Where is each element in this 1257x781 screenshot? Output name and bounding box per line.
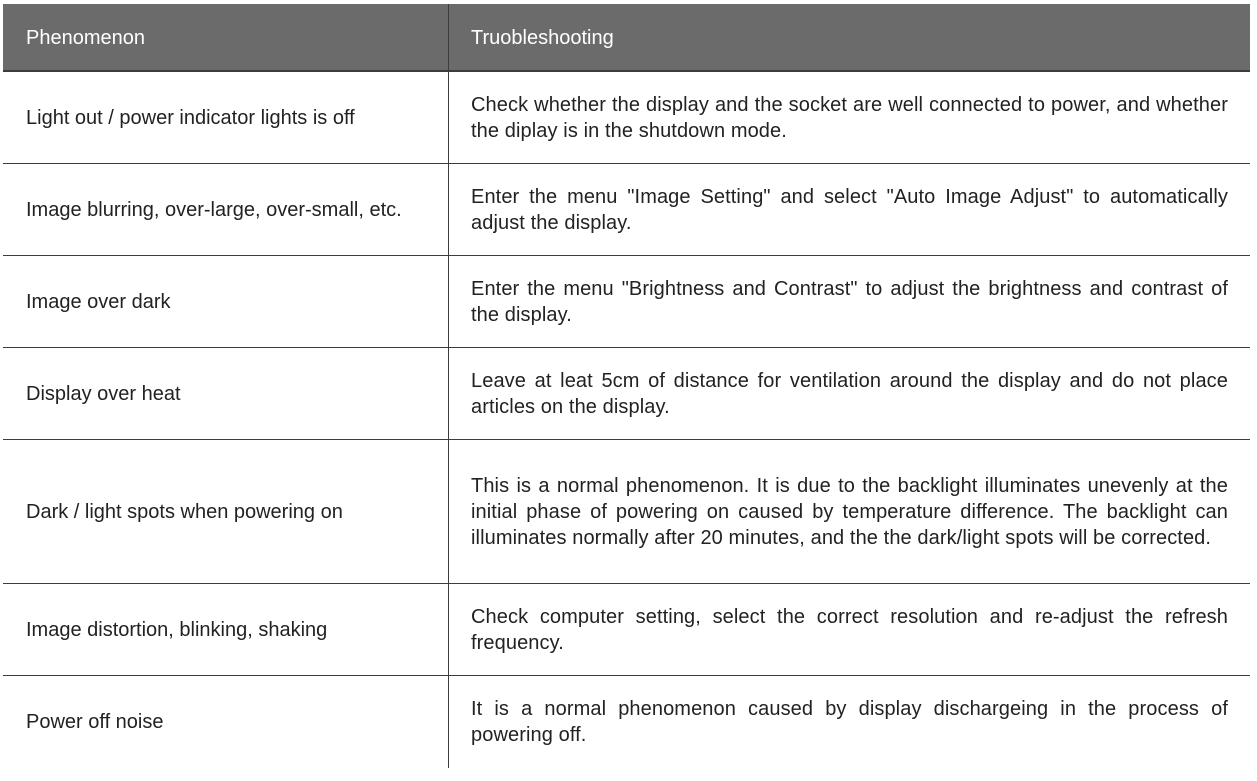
troubleshooting-cell bbox=[449, 676, 1250, 768]
troubleshooting-text: Check whether the display and the socket are well connected to power, and whether the diplay is in the shutdown mode. bbox=[471, 93, 1228, 142]
troubleshooting-cell bbox=[449, 164, 1250, 255]
troubleshooting-cell bbox=[449, 584, 1250, 675]
table-row bbox=[3, 348, 1250, 440]
phenomenon-cell: Power off noise bbox=[3, 676, 449, 768]
phenomenon-cell: Image over dark bbox=[3, 256, 449, 347]
troubleshooting-cell bbox=[449, 440, 1250, 583]
troubleshooting-text: Enter the menu "Image Setting" and select "Auto Image Adjust" to automatically adjust the display. bbox=[471, 185, 1228, 234]
table-row bbox=[3, 72, 1250, 164]
troubleshooting-text: Leave at leat 5cm of distance for ventilation around the display and do not place articles on the display. bbox=[471, 369, 1228, 418]
phenomenon-cell: Light out / power indicator lights is off bbox=[3, 72, 449, 163]
header-phenomenon: Phenomenon bbox=[3, 4, 449, 70]
table-row bbox=[3, 676, 1250, 768]
troubleshooting-cell bbox=[449, 256, 1250, 347]
troubleshooting-text: Check computer setting, select the correct resolution and re-adjust the refresh frequency. bbox=[471, 605, 1228, 654]
table-row bbox=[3, 164, 1250, 256]
troubleshooting-table bbox=[3, 4, 1250, 768]
table-row bbox=[3, 584, 1250, 676]
troubleshooting-text: It is a normal phenomenon caused by display dischargeing in the process of powering off. bbox=[471, 698, 1228, 746]
table-row bbox=[3, 256, 1250, 348]
troubleshooting-text: This is a normal phenomenon. It is due to the backlight illuminates unevenly at the initial phase of powering on caused by temperature difference. The backlight can illuminates normally after 20 minutes, and the the dark/light spots will be corrected. bbox=[471, 474, 1228, 549]
phenomenon-cell: Image distortion, blinking, shaking bbox=[3, 584, 449, 675]
table-row bbox=[3, 440, 1250, 584]
table-header bbox=[3, 4, 1250, 72]
header-troubleshooting: Truobleshooting bbox=[471, 26, 614, 49]
phenomenon-cell: Image blurring, over-large, over-small, etc. bbox=[3, 164, 449, 255]
phenomenon-cell: Dark / light spots when powering on bbox=[3, 440, 449, 583]
troubleshooting-cell bbox=[449, 72, 1250, 163]
troubleshooting-cell bbox=[449, 348, 1250, 439]
phenomenon-cell: Display over heat bbox=[3, 348, 449, 439]
troubleshooting-text: Enter the menu "Brightness and Contrast" to adjust the brightness and contrast of the display. bbox=[471, 277, 1228, 326]
